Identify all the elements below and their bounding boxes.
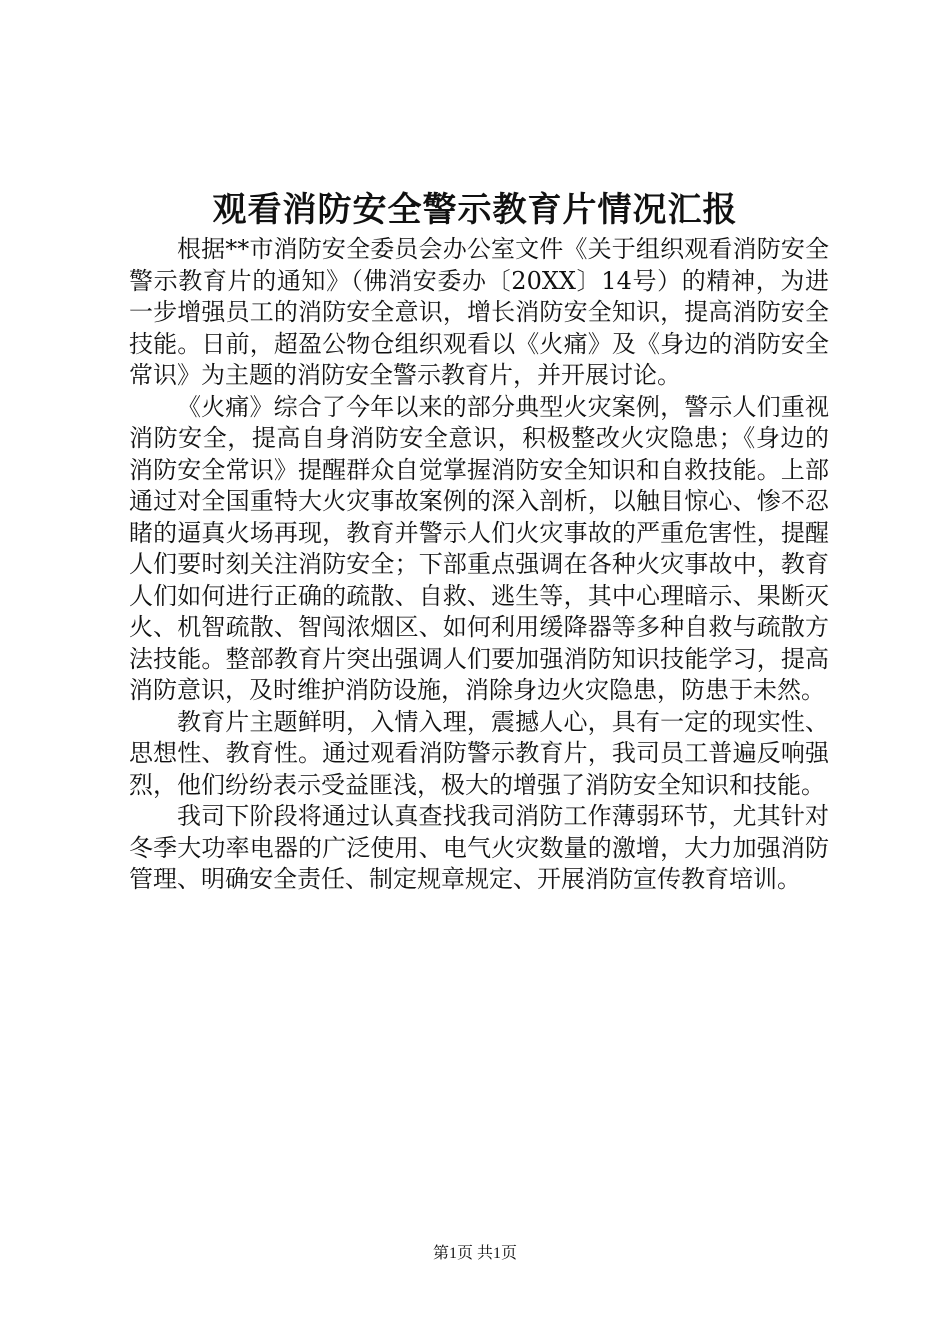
- document-body: [129, 234, 829, 896]
- document-title: 观看消防安全警示教育片情况汇报: [212, 190, 738, 230]
- paragraph-3: 教育片主题鲜明，入情入理，震撼人心，具有一定的现实性、思想性、教育性。通过观看消防警示教育片，我司员工普遍反响强烈，他们纷纷表示受益匪浅，极大的增强了消防安全知识和技能。: [129, 707, 829, 799]
- page-footer: 第1页 共1页: [432, 1245, 517, 1262]
- paragraph-1: 根据**市消防安全委员会办公室文件《关于组织观看消防安全警示教育片的通知》（佛消安委办〔20XX〕14号）的精神，为进一步增强员工的消防安全意识，增长消防安全知识，提高消防安全技能。日前，超盈公物仓组织观看以《火痛》及《身边的消防安全常识》为主题的消防安全警示教育片，并开展讨论。: [129, 235, 829, 389]
- paragraph-2: 《火痛》综合了今年以来的部分典型火灾案例，警示人们重视消防安全，提高自身消防安全意识，积极整改火灾隐患；《身边的消防安全常识》提醒群众自觉掌握消防安全知识和自救技能。上部通过对全国重特大火灾事故案例的深入剖析，以触目惊心、惨不忍睹的逼真火场再现，教育并警示人们火灾事故的严重危害性，提醒人们要时刻关注消防安全；下部重点强调在各种火灾事故中，教育人们如何进行正确的疏散、自救、逃生等，其中心理暗示、果断灭火、机智疏散、智闯浓烟区、如何利用缓降器等多种自救与疏散方法技能。整部教育片突出强调人们要加强消防知识技能学习，提高消防意识，及时维护消防设施，消除身边火灾隐患，防患于未然。: [129, 392, 829, 704]
- paragraph-4: 我司下阶段将通过认真查找我司消防工作薄弱环节，尤其针对冬季大功率电器的广泛使用、电气火灾数量的激增，大力加强消防管理、明确安全责任、制定规章规定、开展消防宣传教育培训。: [129, 802, 829, 893]
